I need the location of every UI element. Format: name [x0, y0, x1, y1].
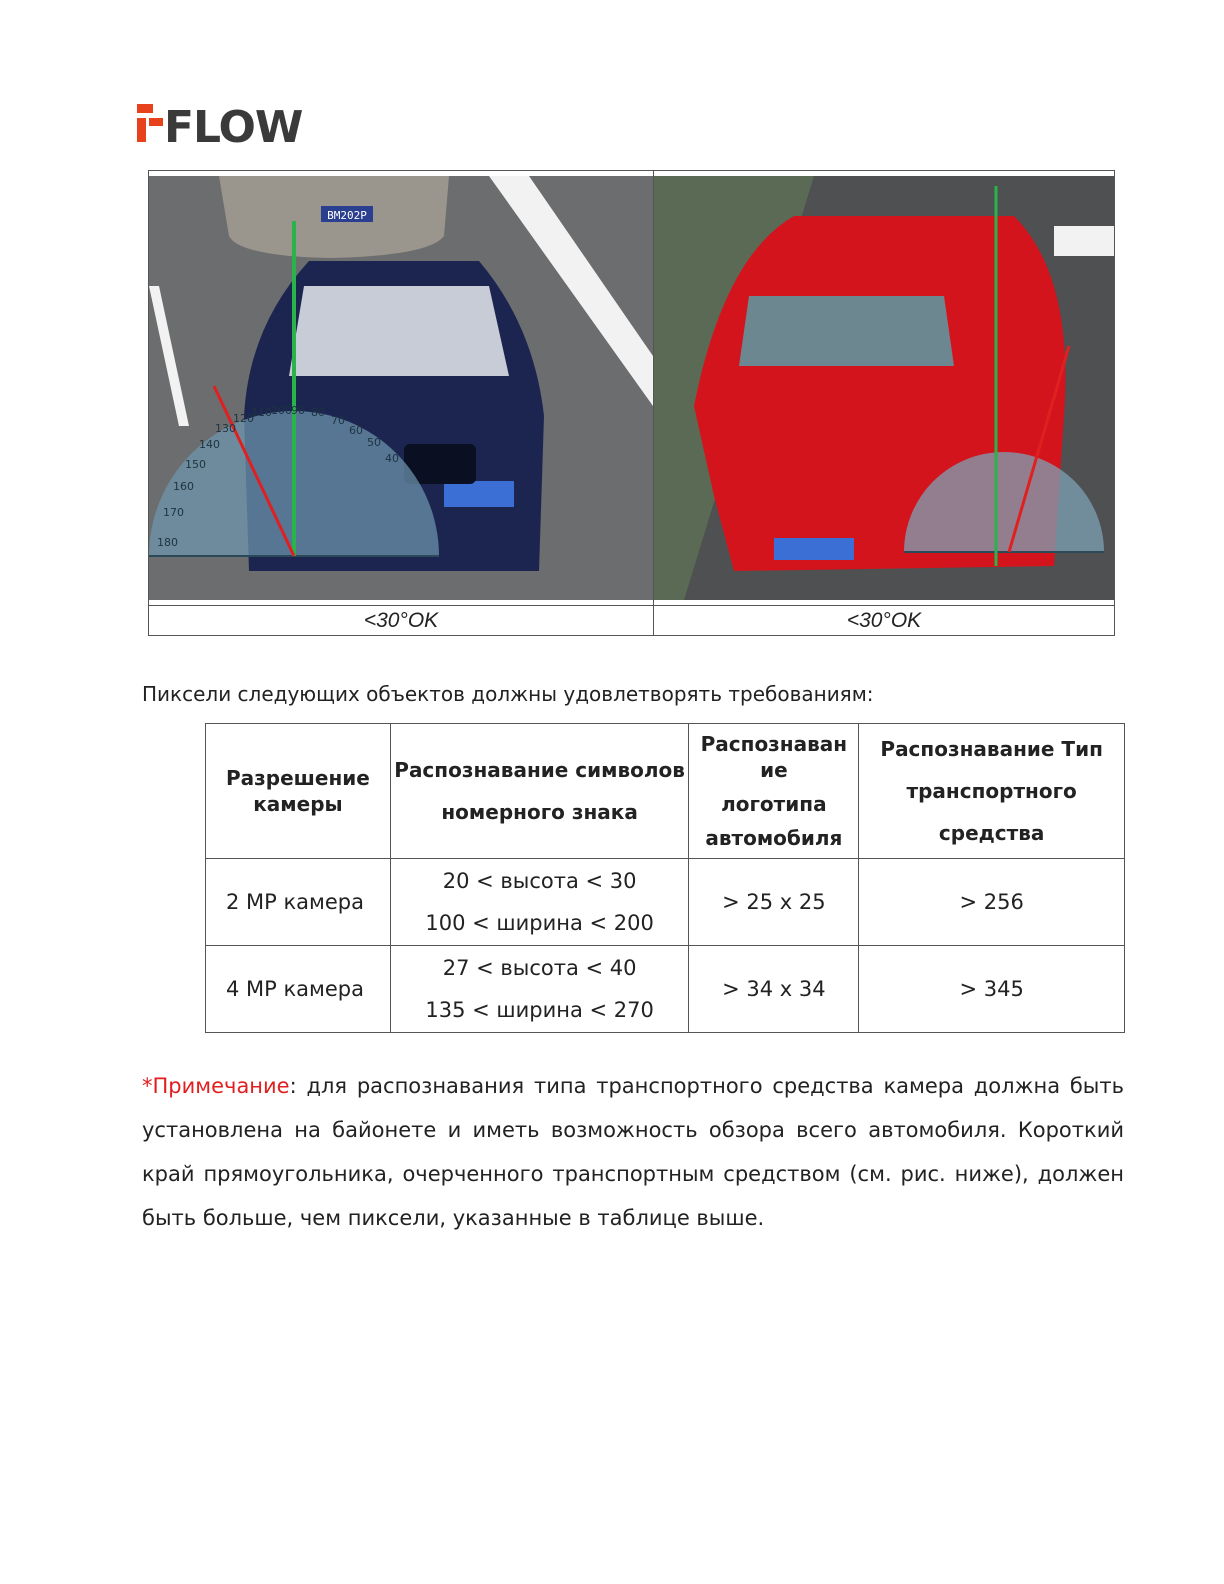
svg-text:50: 50 [367, 436, 381, 450]
row-type: > 345 [859, 946, 1125, 1033]
row-logo: > 25 x 25 [689, 859, 859, 946]
flow-logo [137, 100, 303, 153]
svg-text:110: 110 [251, 406, 272, 420]
svg-text:80: 80 [311, 406, 325, 420]
note-paragraph [142, 1064, 1124, 1240]
svg-text:120: 120 [233, 412, 254, 426]
header-type: Распознавание Тип транспортного средства [859, 724, 1125, 859]
svg-text:60: 60 [349, 424, 363, 438]
svg-text:40: 40 [385, 452, 399, 466]
svg-text:BM202P: BM202P [327, 209, 367, 223]
intro-text: Пиксели следующих объектов должны удовлетворять требованиям: [142, 682, 874, 706]
requirements-table [205, 723, 1125, 1033]
svg-text:180: 180 [157, 536, 178, 550]
header-logo [689, 724, 859, 859]
red-car-photo [654, 171, 1115, 606]
photo-table [148, 170, 1115, 636]
row-type: > 256 [859, 859, 1125, 946]
header-plate: Распознавание символов номерного знака [390, 724, 689, 859]
header-logo-line3: автомобиля [705, 826, 843, 850]
header-resolution: Разрешение камеры [206, 724, 391, 859]
svg-text:170: 170 [163, 506, 184, 520]
header-logo-line2: логотипа [721, 792, 827, 816]
note-label: *Примечание [142, 1074, 290, 1098]
note-text: : для распознавания типа транспортного средства камера должна быть установлена на байонете и иметь возможность обзора всего автомобиля. Короткий край прямоугольника, очерченного транспортным средством (см. рис. ниже), должен быть больше, чем пиксели, указанные в таблице выше. [142, 1074, 1124, 1230]
svg-text:130: 130 [215, 422, 236, 436]
row-camera: 4 MP камера [206, 946, 391, 1033]
row-camera: 2 MP камера [206, 859, 391, 946]
row-plate [390, 859, 689, 946]
svg-text:70: 70 [331, 414, 345, 428]
table-row [206, 946, 1125, 1033]
row-plate-height: 20 < высота < 30 [442, 869, 637, 893]
svg-text:90: 90 [291, 404, 305, 418]
table-row [206, 859, 1125, 946]
row-plate-height: 27 < высота < 40 [442, 956, 637, 980]
row-logo: > 34 x 34 [689, 946, 859, 1033]
svg-text:160: 160 [173, 480, 194, 494]
svg-text:140: 140 [199, 438, 220, 452]
row-plate [390, 946, 689, 1033]
photo-caption-left: <30°OK [149, 606, 654, 636]
blue-car-photo [149, 171, 654, 606]
table-header-row [206, 724, 1125, 859]
svg-text:100: 100 [271, 404, 292, 418]
row-plate-width: 100 < ширина < 200 [425, 911, 654, 935]
photo-caption-right: <30°OK [654, 606, 1115, 636]
row-plate-width: 135 < ширина < 270 [425, 998, 654, 1022]
svg-text:FLOW: FLOW [164, 102, 303, 153]
header-logo-line1: Распознаван ие [700, 732, 848, 782]
svg-text:150: 150 [185, 458, 206, 472]
